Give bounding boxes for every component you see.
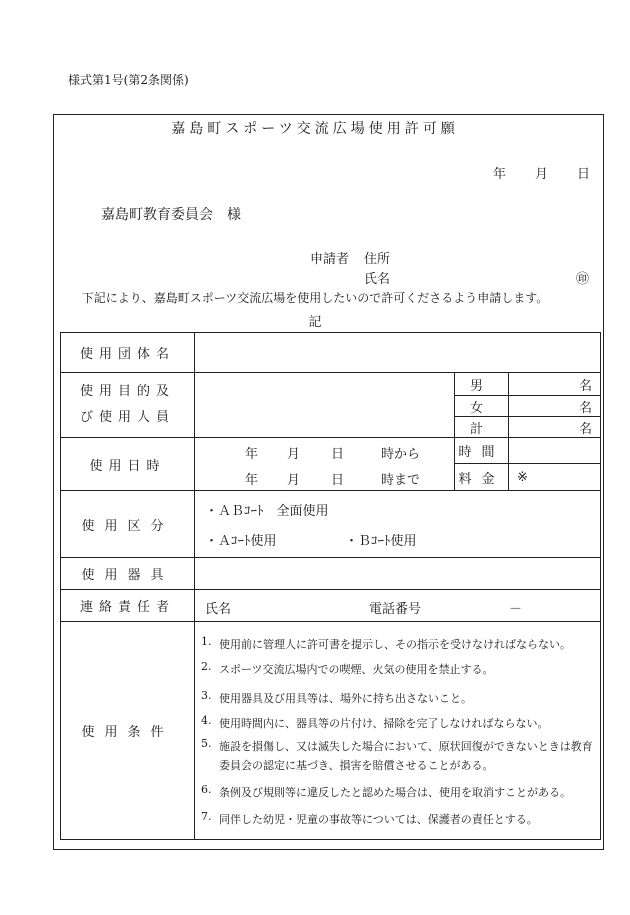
- purpose-label: [61, 373, 195, 438]
- condition-item: [201, 783, 594, 802]
- hours-field[interactable]: [509, 438, 601, 464]
- applicant-name-label: 氏名: [364, 272, 391, 287]
- row-group-name: [61, 333, 601, 373]
- category-option-a[interactable]: ・Ａｺｰﾄ使用: [205, 534, 277, 549]
- category-option-b[interactable]: ・Ｂｺｰﾄ使用: [345, 534, 417, 549]
- purpose-label-line-2: び使用人員: [79, 410, 175, 425]
- from-year: 年: [245, 447, 259, 462]
- condition-text: 使用前に管理人に許可書を提示し、その指示を受けなければならない。: [219, 637, 571, 651]
- condition-item: [201, 737, 594, 775]
- to-month: 月: [287, 473, 301, 488]
- group-name-field[interactable]: [195, 333, 601, 373]
- condition-text: 条例及び規則等に違反したと認めた場合は、使用を取消すことがある。: [219, 785, 571, 799]
- condition-text: 同伴した幼児・児童の事故等については、保護者の責任とする。: [219, 812, 538, 826]
- row-contact: [61, 590, 601, 622]
- fee-label: 料金: [455, 464, 509, 491]
- row-usage-from: [61, 438, 601, 464]
- date-to-line: [195, 464, 454, 490]
- conditions-items: [195, 629, 600, 833]
- purpose-field[interactable]: [195, 373, 455, 438]
- conditions-label: 使用条件: [61, 622, 195, 840]
- applicant-address-label: 住所: [364, 252, 391, 267]
- equipment-label: 使用器具: [61, 558, 195, 590]
- row-equipment: [61, 558, 601, 590]
- row-purpose-male: [61, 373, 601, 396]
- row-conditions: [61, 622, 601, 840]
- date-month-label: 月: [535, 167, 549, 182]
- applicant-label: 申請者: [310, 252, 350, 267]
- condition-text: 使用器具及び用具等は、場外に持ち出さないこと。: [219, 691, 472, 705]
- conditions-list: [195, 622, 601, 840]
- to-time: 時まで: [381, 473, 421, 488]
- male-count[interactable]: 名: [509, 373, 601, 396]
- condition-item: [201, 635, 594, 654]
- condition-number: 4.: [201, 713, 212, 727]
- date-from-line: [195, 438, 454, 464]
- contact-label: 連絡責任者: [61, 590, 195, 622]
- female-label: 女: [455, 396, 509, 417]
- condition-text: スポーツ交流広場内での喫煙、火気の使用を禁止する。: [219, 662, 494, 676]
- equipment-field[interactable]: [195, 558, 601, 590]
- contact-phone-dash: －: [509, 601, 523, 617]
- from-month: 月: [287, 447, 301, 462]
- condition-number: 3.: [201, 688, 212, 702]
- ki-heading: 記: [308, 315, 322, 330]
- category-options: [195, 491, 601, 558]
- to-year: 年: [245, 473, 259, 488]
- purpose-label-line-1: 使用目的及: [79, 384, 175, 399]
- category-label: 使用区分: [61, 491, 195, 558]
- from-day: 日: [331, 447, 345, 462]
- usage-datetime-field[interactable]: [195, 438, 455, 491]
- fee-field[interactable]: ※: [509, 464, 601, 491]
- male-label: 男: [455, 373, 509, 396]
- contact-field[interactable]: [195, 590, 601, 622]
- hours-label: 時間: [455, 438, 509, 464]
- contact-phone-label: 電話番号: [369, 601, 422, 617]
- condition-text: 使用時間内に、器具等の片付け、掃除を完了しなければならない。: [219, 716, 549, 730]
- seal-mark: ㊞: [576, 272, 590, 287]
- condition-number: 2.: [201, 659, 212, 673]
- addressee: 嘉島町教育委員会 様: [101, 207, 241, 223]
- from-time: 時から: [381, 447, 421, 462]
- condition-item: [201, 810, 594, 829]
- form-number: 様式第1号(第2条関係): [68, 73, 189, 87]
- to-day: 日: [331, 473, 345, 488]
- female-count[interactable]: 名: [509, 396, 601, 417]
- date-day-label: 日: [577, 167, 591, 182]
- form-title: 嘉島町スポーツ交流広場使用許可願: [171, 121, 459, 137]
- condition-number: 7.: [201, 809, 212, 823]
- condition-item: [201, 660, 594, 679]
- condition-number: 6.: [201, 782, 212, 796]
- condition-text: 施設を損傷し、又は滅失した場合において、原状回復ができないときは教育委員会の認定に基づき、損害を賠償させることがある。: [219, 739, 593, 772]
- condition-item: [201, 714, 594, 733]
- intro-text: 下記により、嘉島町スポーツ交流広場を使用したいので許可くださるよう申請します。: [81, 291, 549, 305]
- condition-number: 1.: [201, 634, 212, 648]
- contact-name-label: 氏名: [205, 601, 232, 617]
- condition-number: 5.: [201, 736, 212, 750]
- row-category: [61, 491, 601, 558]
- usage-datetime-label: 使用日時: [61, 438, 195, 491]
- application-table: [60, 332, 601, 840]
- condition-item: [201, 689, 594, 708]
- total-count[interactable]: 名: [509, 417, 601, 438]
- group-name-label: 使用団体名: [61, 333, 195, 373]
- date-year-label: 年: [493, 167, 507, 182]
- category-option-ab[interactable]: ・ＡＢｺｰﾄ 全面使用: [205, 504, 329, 519]
- total-label: 計: [455, 417, 509, 438]
